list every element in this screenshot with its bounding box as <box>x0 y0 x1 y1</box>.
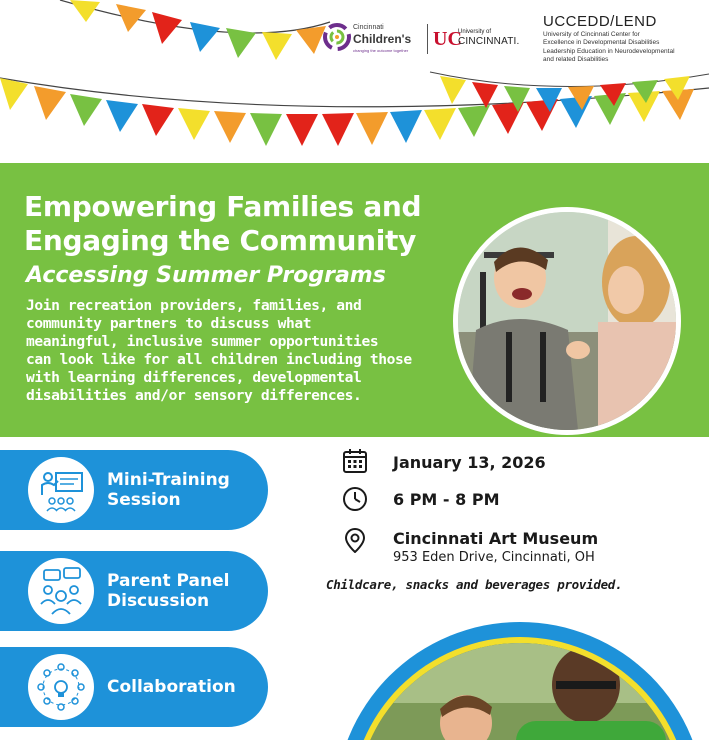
uccedd-title: UCCEDD/LEND <box>543 13 657 30</box>
session-label <box>107 677 236 697</box>
cc-logo-tagline: changing the outcome together <box>353 48 409 53</box>
photo-boys-outdoors <box>356 643 684 740</box>
session-pill-mini-training <box>0 450 268 530</box>
headline-line1: Empowering Families and <box>24 190 422 223</box>
subtitle: Accessing Summer Programs <box>26 263 386 288</box>
calendar-icon <box>342 448 368 474</box>
location-pin-icon <box>342 527 368 553</box>
university-of-cincinnati-logo <box>433 28 533 54</box>
event-address: 953 Eden Drive, Cincinnati, OH <box>393 550 595 565</box>
description-line: disabilities and/or sensory differences. <box>26 387 362 404</box>
cc-logo-line2: Children's <box>353 32 412 46</box>
bottom-photo-frame <box>335 622 705 740</box>
panel-discussion-icon <box>28 558 94 624</box>
event-date: January 13, 2026 <box>393 453 546 472</box>
panel-discussion-icon-circle <box>28 558 94 624</box>
cincinnati-childrens-swirl-icon <box>322 22 352 52</box>
description <box>26 297 446 405</box>
session-label-line2: Discussion <box>107 591 210 611</box>
event-venue: Cincinnati Art Museum <box>393 529 599 548</box>
session-label <box>107 470 230 510</box>
event-note: Childcare, snacks and beverages provided. <box>326 577 623 592</box>
uccedd-line: University of Cincinnati Center for <box>543 31 640 38</box>
cincinnati-childrens-logo <box>322 22 424 58</box>
photo-illustration <box>458 212 676 430</box>
uc-logo-line2: CINCINNATI. <box>458 36 520 47</box>
session-label-line1: Parent Panel <box>107 571 230 591</box>
uccedd-line: Leadership Education in Neurodevelopmental <box>543 47 675 55</box>
session-label-line1: Collaboration <box>107 677 236 697</box>
bottom-photo-ring <box>350 637 690 740</box>
cc-logo-line1: Cincinnati <box>353 24 384 31</box>
session-pill-parent-panel <box>0 551 268 631</box>
description-line: community partners to discuss what <box>26 315 312 332</box>
headline <box>24 190 454 258</box>
uccedd-line: Excellence in Developmental Disabilities <box>543 39 660 47</box>
description-line: Join recreation providers, families, and <box>26 297 362 314</box>
collaboration-icon <box>28 654 94 720</box>
session-label <box>107 571 229 611</box>
uccedd-description <box>543 31 709 65</box>
uc-logo-line1: University of <box>458 29 492 35</box>
presentation-icon <box>28 457 94 523</box>
photo-illustration <box>356 643 684 740</box>
description-line: with learning differences, developmental <box>26 369 362 386</box>
uccedd-line: and related Disabilities <box>543 56 609 64</box>
uc-mark-icon: UC <box>433 28 462 50</box>
uccedd-lend-logo <box>543 13 709 65</box>
headline-line2: Engaging the Community <box>24 224 417 257</box>
clock-icon <box>342 486 368 512</box>
session-label-line2: Session <box>107 490 181 510</box>
session-pill-collaboration <box>0 647 268 727</box>
session-label-line1: Mini-Training <box>107 470 230 490</box>
logo-divider <box>427 24 428 54</box>
collaboration-icon-circle <box>28 654 94 720</box>
photo-boy-and-woman <box>453 207 681 435</box>
description-line: meaningful, inclusive summer opportunities <box>26 333 379 350</box>
event-time: 6 PM - 8 PM <box>393 490 500 509</box>
presentation-icon-circle <box>28 457 94 523</box>
description-line: can look like for all children including those <box>26 351 412 368</box>
